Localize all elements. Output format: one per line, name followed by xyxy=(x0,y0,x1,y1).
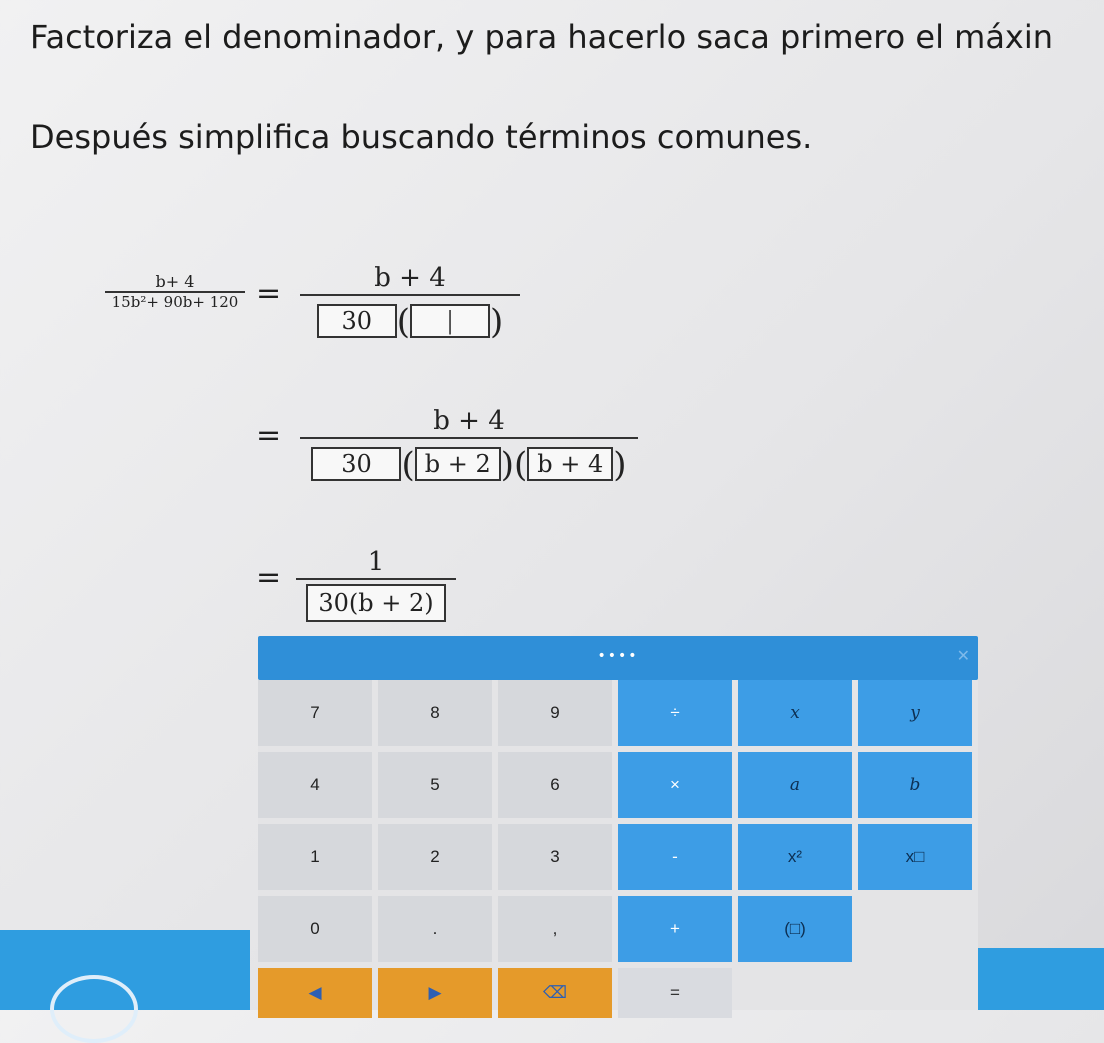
close-icon[interactable]: ✕ xyxy=(956,646,970,665)
step1-numerator: b + 4 xyxy=(374,263,446,293)
key-b[interactable]: b xyxy=(858,752,972,818)
answer-input[interactable]: 30(b + 2) xyxy=(306,584,445,622)
key-enter[interactable]: = xyxy=(618,968,732,1018)
drag-handle-icon[interactable]: •••• xyxy=(597,648,639,664)
key-0[interactable]: 0 xyxy=(258,896,372,962)
key-x[interactable]: x xyxy=(738,680,852,746)
key-7[interactable]: 7 xyxy=(258,680,372,746)
factor-input-b-plus-2[interactable]: b + 2 xyxy=(415,447,501,481)
key-9[interactable]: 9 xyxy=(498,680,612,746)
key-1[interactable]: 1 xyxy=(258,824,372,890)
step2-fraction xyxy=(300,405,638,485)
open-paren: ( xyxy=(396,302,410,342)
step2-denominator xyxy=(300,439,638,485)
background-arc xyxy=(50,975,138,1043)
factor-input-30[interactable]: 30 xyxy=(317,304,397,338)
step1-denominator xyxy=(300,296,520,342)
keypad-header[interactable] xyxy=(258,636,978,680)
key-2[interactable]: 2 xyxy=(378,824,492,890)
close-paren: ) xyxy=(490,302,504,342)
close-paren: ) xyxy=(500,445,514,485)
step2-numerator: b + 4 xyxy=(433,406,505,436)
equals-sign-3: = xyxy=(256,560,282,595)
step3-denominator xyxy=(296,580,456,622)
instruction-line-1: Factoriza el denominador, y para hacerlo saca primero el máxin xyxy=(30,18,1054,56)
step1-fraction xyxy=(300,262,520,342)
key-left-arrow[interactable]: ◀ xyxy=(258,968,372,1018)
math-keypad xyxy=(258,680,978,1010)
key-8[interactable]: 8 xyxy=(378,680,492,746)
lhs-fraction xyxy=(105,272,245,311)
key-3[interactable]: 3 xyxy=(498,824,612,890)
factor-input-empty[interactable]: | xyxy=(410,304,490,338)
factor-input-b-plus-4[interactable]: b + 4 xyxy=(527,447,613,481)
step3-numerator: 1 xyxy=(367,547,385,577)
factor-input-30[interactable]: 30 xyxy=(311,447,401,481)
step3-fraction xyxy=(296,546,456,622)
background-panel-right xyxy=(978,948,1104,1010)
key-right-arrow[interactable]: ▶ xyxy=(378,968,492,1018)
key-6[interactable]: 6 xyxy=(498,752,612,818)
key-multiply[interactable]: × xyxy=(618,752,732,818)
key-x-squared[interactable]: x² xyxy=(738,824,852,890)
key-divide[interactable]: ÷ xyxy=(618,680,732,746)
equals-sign-1: = xyxy=(256,276,282,311)
lhs-numerator: b+ 4 xyxy=(155,272,195,291)
close-paren: ) xyxy=(613,445,627,485)
key-5[interactable]: 5 xyxy=(378,752,492,818)
key-backspace[interactable]: ⌫ xyxy=(498,968,612,1018)
key-plus[interactable]: + xyxy=(618,896,732,962)
key-minus[interactable]: - xyxy=(618,824,732,890)
key-y[interactable]: y xyxy=(858,680,972,746)
lhs-denominator: 15b²+ 90b+ 120 xyxy=(111,293,239,311)
key-comma[interactable]: , xyxy=(498,896,612,962)
key-parentheses[interactable]: (□) xyxy=(738,896,852,962)
instruction-line-2: Después simplifica buscando términos comunes. xyxy=(30,118,813,156)
open-paren: ( xyxy=(514,445,528,485)
key-4[interactable]: 4 xyxy=(258,752,372,818)
key-x-power[interactable]: x□ xyxy=(858,824,972,890)
key-a[interactable]: a xyxy=(738,752,852,818)
open-paren: ( xyxy=(401,445,415,485)
equals-sign-2: = xyxy=(256,418,282,453)
key-decimal[interactable]: . xyxy=(378,896,492,962)
